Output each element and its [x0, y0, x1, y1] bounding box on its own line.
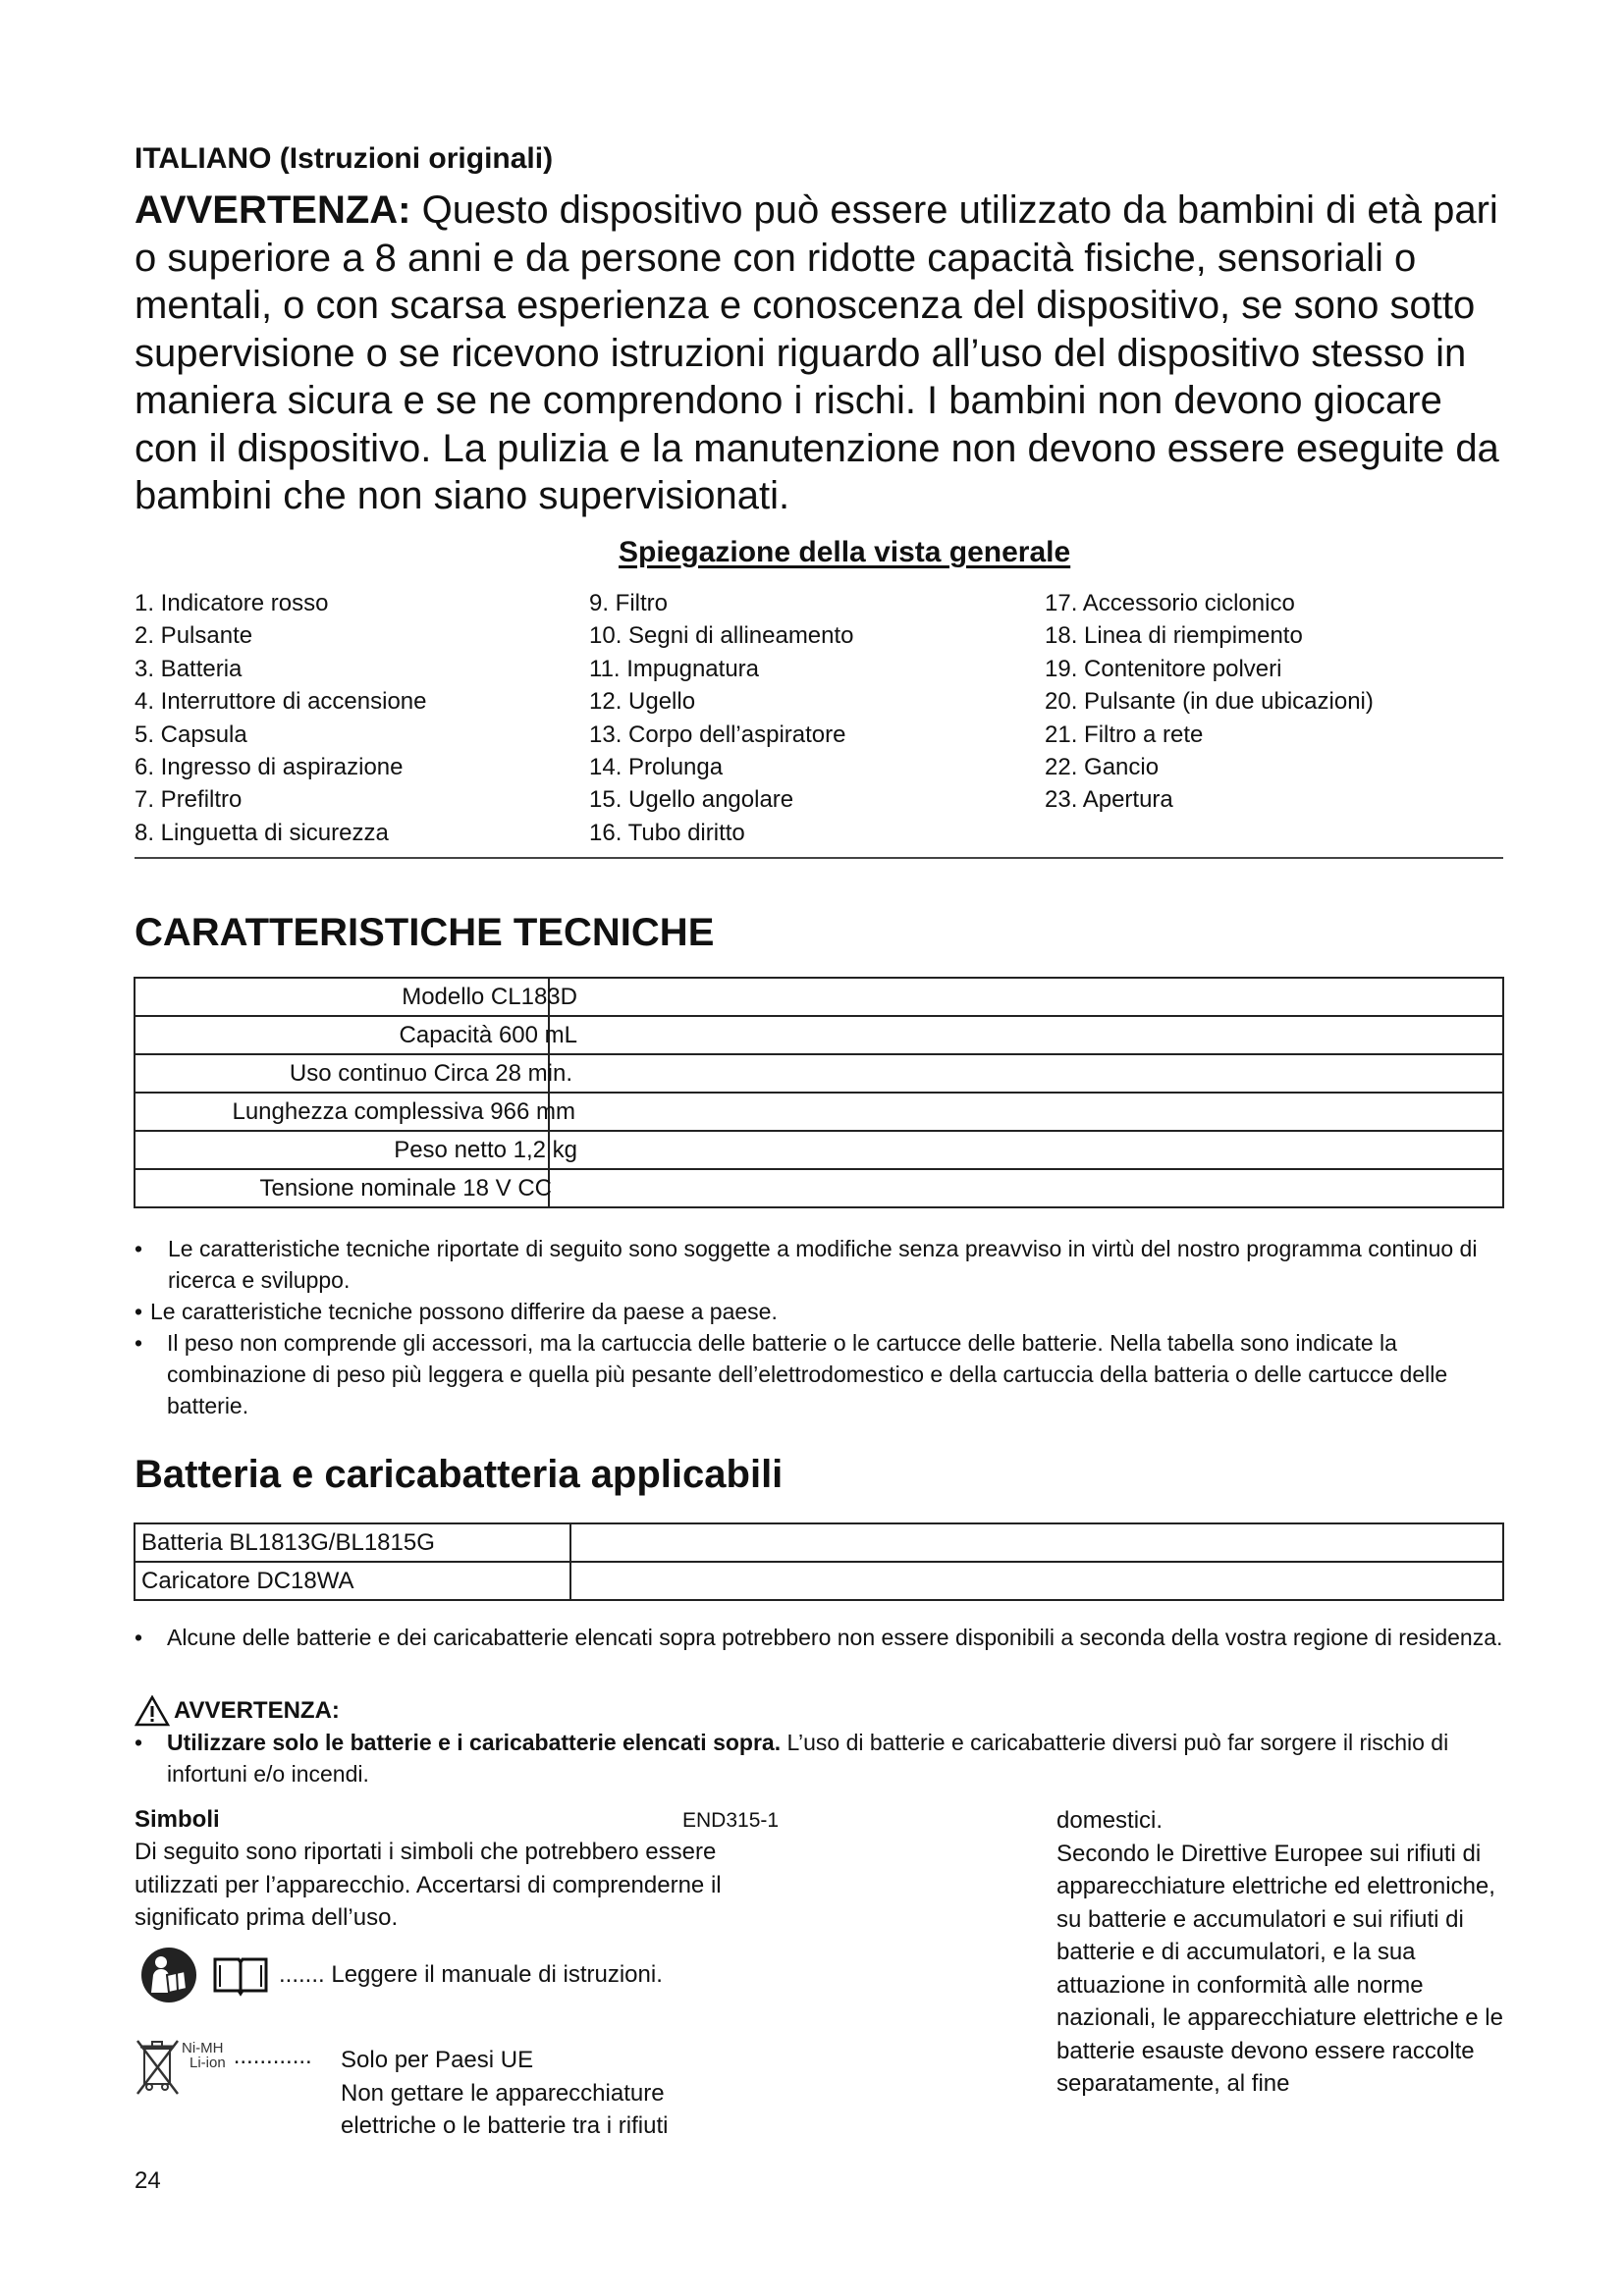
table-cell: Capacità 600 mL	[135, 1016, 549, 1054]
warning-label: AVVERTENZA:	[135, 188, 411, 232]
table-cell: Modello CL183D	[135, 978, 549, 1016]
table-cell: Uso continuo Circa 28 min.	[135, 1054, 549, 1093]
battery-title: Batteria e caricabatteria applicabili	[135, 1453, 784, 1496]
note-item: • Alcune delle batterie e dei caricabatterie elencati sopra potrebbero non essere disponibili a seconda della vostra regione di residenza.	[135, 1622, 1509, 1653]
battery-type-label: Ni-MH	[182, 2040, 224, 2056]
read-manual-icon	[139, 1946, 198, 2004]
table-row	[135, 1562, 1503, 1600]
table-cell	[570, 1562, 1503, 1600]
list-item: 6. Ingresso di aspirazione	[135, 754, 404, 781]
battery-warning	[135, 1727, 1509, 1789]
table-cell	[549, 1054, 1503, 1093]
table-cell	[549, 1016, 1503, 1054]
list-item: 8. Linguetta di sicurezza	[135, 819, 389, 846]
list-item: 20. Pulsante (in due ubicazioni)	[1045, 688, 1374, 716]
specs-title: CARATTERISTICHE TECNICHE	[135, 911, 715, 954]
manual-symbol-text: ....... Leggere il manuale di istruzioni.	[279, 1961, 663, 1988]
bullet: •	[135, 1299, 143, 1324]
table-cell	[549, 1093, 1503, 1131]
list-item: 3. Batteria	[135, 655, 243, 682]
table-cell: Caricatore DC18WA	[135, 1562, 570, 1600]
table-row	[135, 1093, 1503, 1131]
warning-bold-text: Utilizzare solo le batterie e i caricabatterie elencati sopra.	[167, 1730, 782, 1755]
list-item: 14. Prolunga	[589, 754, 724, 781]
list-item: 2. Pulsante	[135, 622, 253, 650]
table-cell	[549, 978, 1503, 1016]
table-row	[135, 1054, 1503, 1093]
list-item: 17. Accessorio ciclonico	[1045, 590, 1295, 616]
symbols-intro: Di seguito sono riportati i simboli che potrebbero essere utilizzati per l’apparecchio. Accertarsi di comprenderne il significato prima dell’uso.	[135, 1839, 722, 1931]
battery-type-label: Li-ion	[189, 2055, 226, 2071]
list-item: 13. Corpo dell’aspiratore	[589, 721, 846, 748]
note-item: • Il peso non comprende gli accessori, ma la cartuccia delle batterie o le cartucce delle batterie. Nella tabella sono indicate la combinazione di peso più leggera e quella più pesante dell’elettrodomestico e della cartuccia della batteria o delle cartucce delle batterie.	[135, 1327, 1509, 1421]
eu-symbol-dots: ............	[233, 2043, 312, 2069]
list-item: 18. Linea di riempimento	[1045, 622, 1303, 650]
overview-column-3	[1045, 587, 1374, 817]
bullet: •	[135, 1330, 143, 1356]
battery-table	[134, 1522, 1504, 1601]
section-divider	[135, 857, 1503, 859]
bullet: •	[135, 1730, 143, 1755]
language-heading: ITALIANO (Istruzioni originali)	[135, 142, 554, 175]
battery-warning-heading	[135, 1695, 340, 1727]
battery-note	[135, 1622, 1509, 1653]
list-item: 7. Prefiltro	[135, 786, 243, 814]
warning-paragraph	[135, 187, 1509, 520]
list-item: 10. Segni di allineamento	[589, 622, 854, 650]
disposal-paragraph: domestici. Secondo le Direttive Europee sui rifiuti di apparecchiature elettriche ed elettroniche, su batterie e accumulatori e sui rifiuti di batterie e di accumulatori, e la sua attuazione in conformità alle norme nazionali, le apparecchiature elettriche e le batterie esauste devono essere raccolte separatamente, al fine	[1056, 1807, 1503, 2097]
warning-triangle-icon	[135, 1695, 170, 1727]
manual-symbol-row	[139, 1946, 663, 2004]
list-item: 12. Ugello	[589, 688, 696, 716]
note-item: • Le caratteristiche tecniche riportate di seguito sono soggette a modifiche senza preavviso in virtù del nostro programma continuo di ricerca e sviluppo.	[135, 1233, 1509, 1296]
table-row	[135, 978, 1503, 1016]
list-item: 21. Filtro a rete	[1045, 721, 1204, 748]
battery-type-labels	[182, 2041, 226, 2070]
table-cell: Lunghezza complessiva 966 mm	[135, 1093, 549, 1131]
eu-text-line: Solo per Paesi UE	[341, 2047, 534, 2073]
table-row	[135, 1169, 1503, 1207]
symbols-code: END315-1	[682, 1809, 780, 1832]
overview-column-2	[589, 587, 854, 849]
eu-text-line: Non gettare le apparecchiature	[341, 2079, 665, 2107]
list-item: 16. Tubo diritto	[589, 819, 745, 846]
bullet: •	[135, 1625, 143, 1650]
specs-notes	[135, 1233, 1509, 1421]
page-number: 24	[135, 2167, 161, 2194]
table-cell: Batteria BL1813G/BL1815G	[135, 1523, 570, 1562]
list-item: 19. Contenitore polveri	[1045, 655, 1282, 682]
note-item: • Le caratteristiche tecniche possono differire da paese a paese.	[135, 1296, 1509, 1327]
list-item: 23. Apertura	[1045, 786, 1173, 814]
table-cell: Peso netto 1,2 kg	[135, 1131, 549, 1169]
warning-text: Questo dispositivo può essere utilizzato da bambini di età pari o superiore a 8 anni e da persone con ridotte capacità fisiche, sensoriali o mentali, o con scarsa esperienza e conoscenza del dispositivo, se sono sotto supervisione o se ricevono istruzioni riguardo all’uso del dispositivo stesso in maniera sicura e se ne comprendono i rischi. I bambini non devono giocare con il dispositivo. La pulizia e la manutenzione non devono essere eseguite da bambini che non siano supervisionati.	[135, 188, 1499, 517]
table-cell: Tensione nominale 18 V CC	[135, 1169, 549, 1207]
specs-table	[134, 977, 1504, 1208]
table-row	[135, 1016, 1503, 1054]
list-item: 5. Capsula	[135, 721, 247, 748]
symbols-title: Simboli	[135, 1806, 220, 1833]
list-item: 9. Filtro	[589, 590, 669, 616]
overview-column-1	[135, 587, 427, 849]
eu-text	[341, 2044, 668, 2143]
crossed-bin-icon	[135, 2037, 182, 2098]
eu-text-line: elettriche o le batterie tra i rifiuti	[341, 2112, 669, 2139]
list-item: 4. Interruttore di accensione	[135, 688, 427, 716]
overview-title: Spiegazione della vista generale	[619, 536, 1071, 568]
eu-symbol-row	[135, 2037, 312, 2098]
table-cell	[549, 1169, 1503, 1207]
list-item: 15. Ugello angolare	[589, 786, 794, 814]
book-icon	[212, 1953, 269, 1997]
warning-label: AVVERTENZA:	[174, 1697, 340, 1724]
table-cell	[570, 1523, 1503, 1562]
table-cell	[549, 1131, 1503, 1169]
table-row	[135, 1131, 1503, 1169]
bullet: •	[135, 1236, 143, 1261]
list-item: 22. Gancio	[1045, 754, 1160, 781]
note-item	[135, 1727, 1509, 1789]
list-item: 1. Indicatore rosso	[135, 590, 329, 616]
table-row	[135, 1523, 1503, 1562]
list-item: 11. Impugnatura	[589, 655, 760, 682]
warning-text: L’uso di batterie e caricabatterie diversi può far sorgere il rischio di infortuni e/o incendi.	[167, 1730, 1449, 1787]
